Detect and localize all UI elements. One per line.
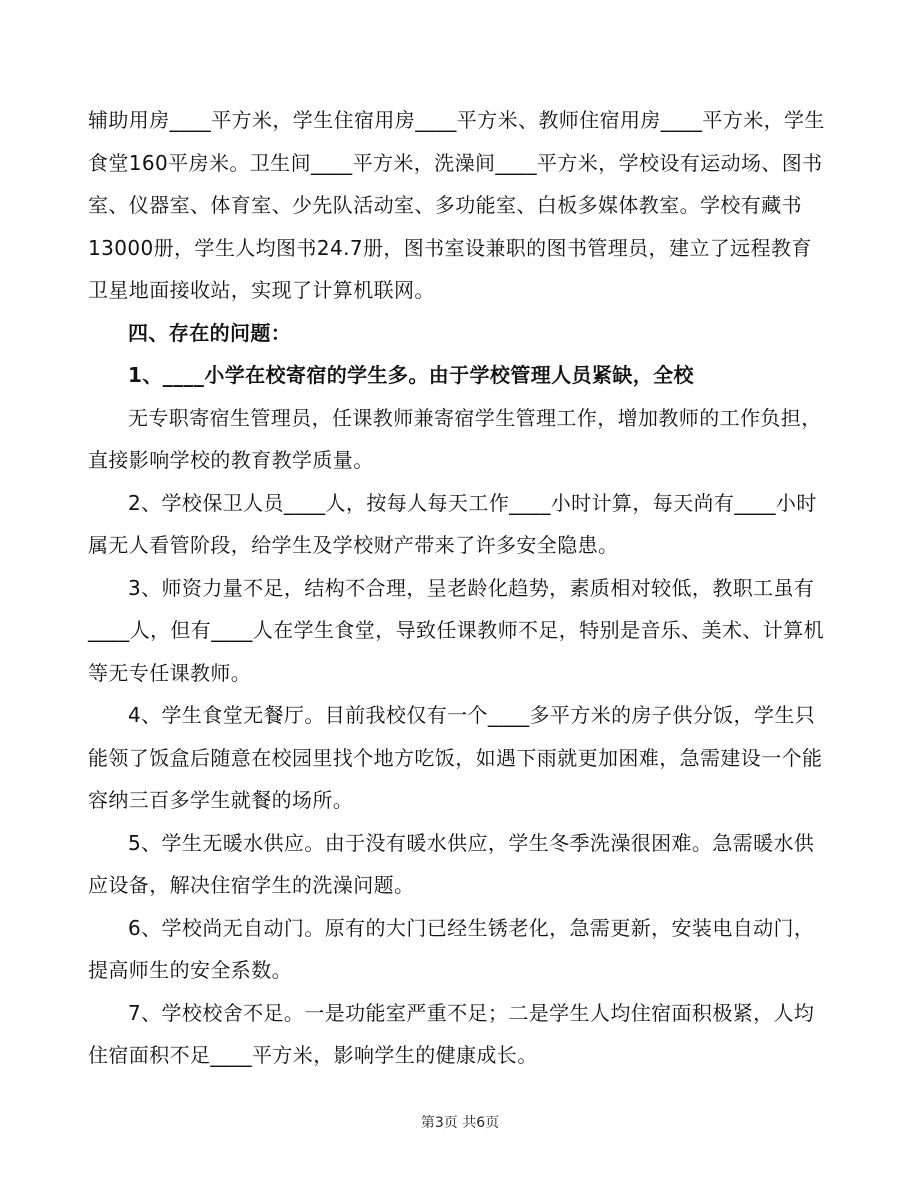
issue-1-heading: 1、____小学在校寄宿的学生多。由于学校管理人员紧缺，全校	[128, 363, 694, 387]
section-heading-problems: 四、存在的问题：	[128, 320, 292, 345]
issue-7-paragraph: 7、学校校舍不足。一是功能室严重不足；二是学生人均住宿面积极紧，人均住宿面积不足____平方米，影响学生的健康成长。	[88, 1000, 815, 1067]
page-footer	[0, 1112, 920, 1132]
paragraph-facilities: 辅助用房____平方米，学生住宿用房____平方米、教师住宿用房____平方米，学生食堂160平房米。卫生间____平方米，洗澡间____平方米，学校设有运动场、图书室、仪器室、体育室、少先队活动室、多功能室、白板多媒体教室。学校有藏书13000册，学生人均图书24.7册，图书室设兼职的图书管理员，建立了远程教育卫星地面接收站，实现了计算机联网。	[88, 108, 825, 302]
document-body	[88, 99, 832, 1077]
issue-2-paragraph: 2、学校保卫人员____人，按每人每天工作____小时计算，每天尚有____小时属无人看管阶段，给学生及学校财产带来了许多安全隐患。	[88, 490, 817, 557]
issue-5-paragraph: 5、学生无暖水供应。由于没有暖水供应，学生冬季洗澡很困难。急需暖水供应设备，解决住宿学生的洗澡问题。	[88, 830, 815, 897]
issue-1-body: 无专职寄宿生管理员，任课教师兼寄宿学生管理工作，增加教师的工作负担，直接影响学校的教育教学质量。	[88, 405, 822, 472]
issue-6-paragraph: 6、学校尚无自动门。原有的大门已经生锈老化，急需更新，安装电自动门，提高师生的安全系数。	[88, 915, 815, 982]
issue-4-paragraph: 4、学生食堂无餐厅。目前我校仅有一个____多平方米的房子供分饭，学生只能领了饭盒后随意在校园里找个地方吃饭，如遇下雨就更加困难，急需建设一个能容纳三百多学生就餐的场所。	[88, 703, 823, 812]
page-number: 第3页 共6页	[420, 1115, 500, 1131]
issue-3-paragraph: 3、师资力量不足，结构不合理，呈老龄化趋势，素质相对较低，教职工虽有____人，但有____人在学生食堂，导致任课教师不足，特别是音乐、美术、计算机等无专任课教师。	[88, 575, 824, 685]
